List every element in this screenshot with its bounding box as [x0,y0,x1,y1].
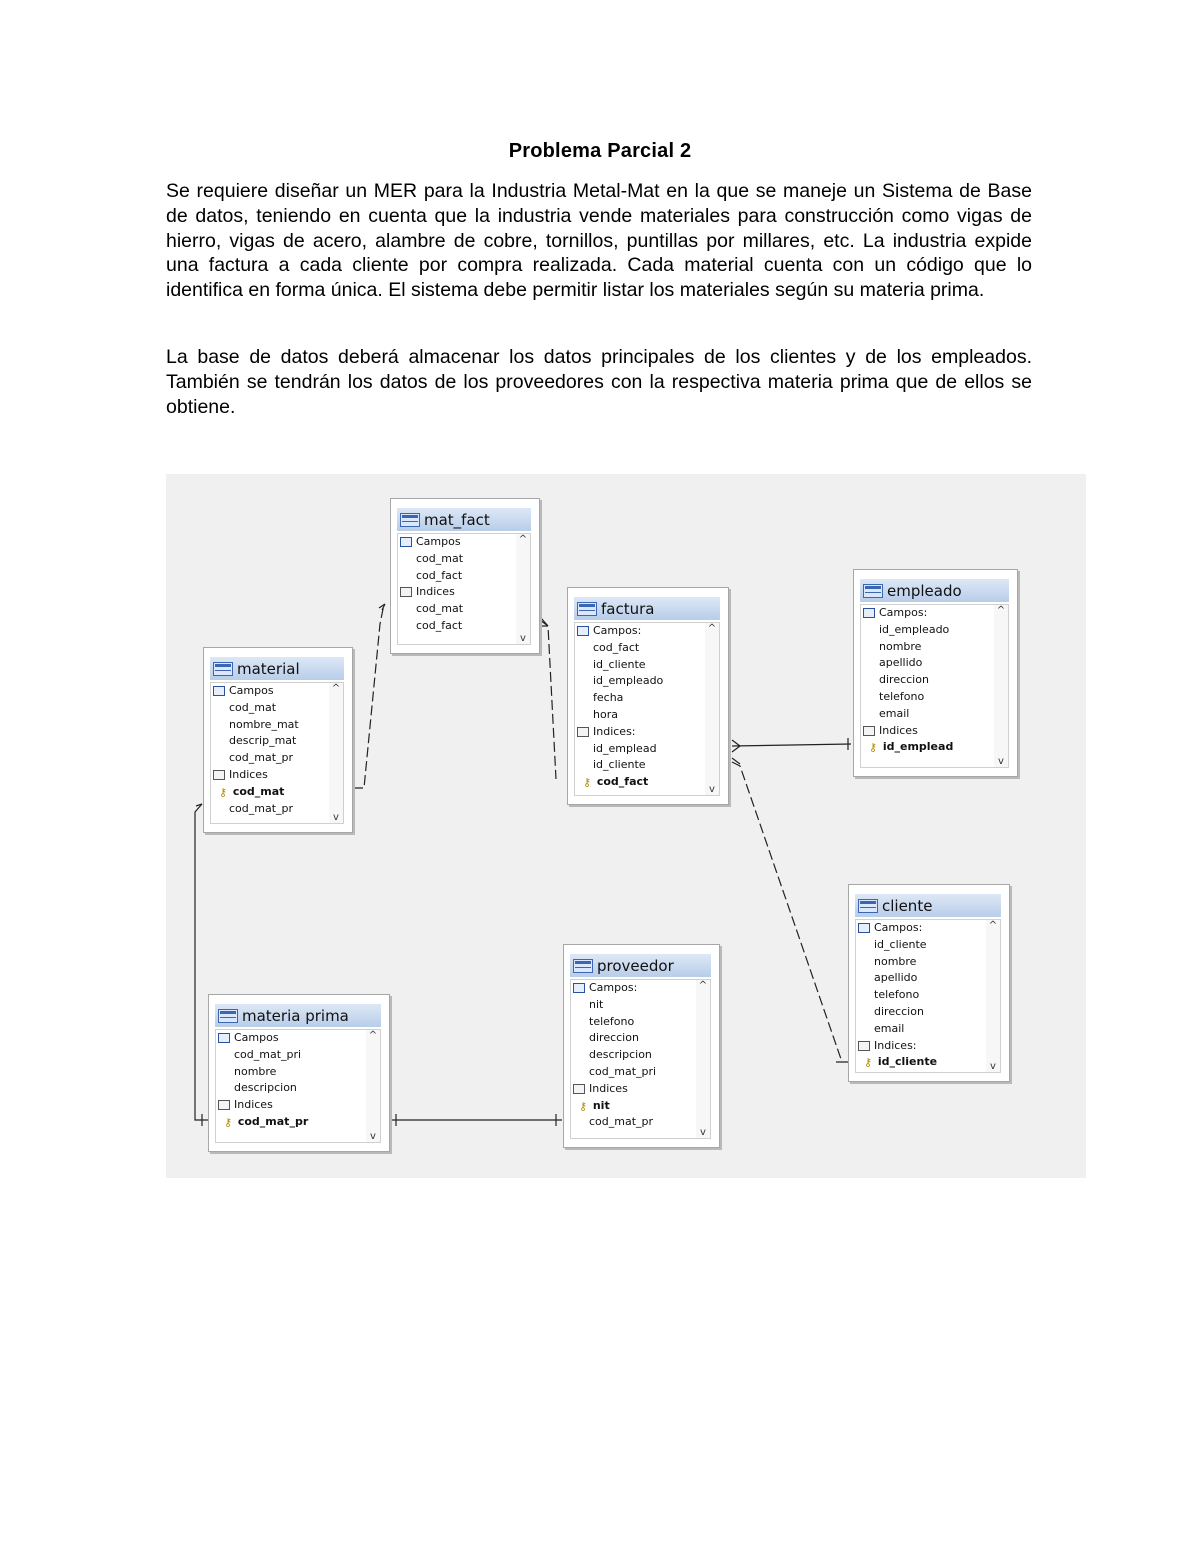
link-mat-fact-factura [540,620,556,779]
table-cliente[interactable] [848,884,1010,1082]
table-header[interactable] [860,579,1009,602]
table-icon [400,513,420,527]
field-row[interactable]: hora [593,707,618,721]
index-row[interactable]: id_emplead [593,741,657,755]
field-row[interactable]: email [874,1021,905,1035]
index-icon [218,1100,230,1110]
field-row[interactable]: cod_mat_pri [234,1047,302,1061]
campos-section: Campos: [861,605,1008,622]
field-row[interactable]: cod_mat_pr [229,751,294,765]
link-material-mat-fact [353,604,384,788]
field-row[interactable]: email [879,706,910,720]
field-row[interactable]: telefono [874,988,920,1002]
scroll-up-icon[interactable]: ^ [988,920,998,931]
table-title: proveedor [597,956,674,975]
key-icon: ⚷ [583,776,592,790]
field-row[interactable]: descrip_mat [229,734,297,748]
field-row[interactable]: id_empleado [593,674,664,688]
index-icon [573,1084,585,1094]
table-title: material [237,659,300,678]
er-diagram [166,474,1086,1178]
primary-key-row[interactable]: ⚷ cod_mat [211,784,343,801]
field-row[interactable]: id_cliente [593,657,646,671]
index-row[interactable]: cod_mat [416,602,464,616]
scroll-down-icon[interactable]: v [998,756,1004,767]
table-header[interactable] [570,954,711,977]
index-icon [858,1041,870,1051]
indices-section: Indices [216,1097,380,1114]
key-icon: ⚷ [864,1056,873,1070]
table-materia-prima[interactable] [208,994,390,1152]
table-header[interactable] [215,1004,381,1027]
field-row[interactable]: nombre_mat [229,717,299,731]
key-icon: ⚷ [869,741,878,755]
field-row[interactable]: direccion [589,1031,639,1045]
index-row[interactable]: cod_fact [416,618,463,632]
indices-section: Indices: [856,1038,1000,1055]
field-row[interactable]: apellido [879,656,923,670]
table-header[interactable] [397,508,531,531]
index-icon [577,727,589,737]
table-mat-fact[interactable] [390,498,540,654]
scroll-down-icon[interactable]: v [709,784,715,795]
table-factura[interactable] [567,587,729,805]
page-title: Problema Parcial 2 [508,140,692,162]
scroll-up-icon[interactable]: ^ [518,534,528,545]
field-row[interactable]: nit [589,997,604,1011]
problem-paragraph-2: La base de datos deberá almacenar los datos principales de los clientes y de los empleados. También se tendrán los datos de los proveedores con la respectiva materia prima que de ellos se obtiene. [166,346,1032,418]
field-row[interactable]: apellido [874,971,918,985]
campos-section: Campos [211,683,343,700]
field-list[interactable] [860,604,1009,768]
indices-section: Indices [571,1081,710,1098]
fields-icon [218,1033,230,1043]
table-icon [577,602,597,616]
scrollbar[interactable] [366,1030,380,1142]
scroll-down-icon[interactable]: v [333,812,339,823]
campos-section: Campos: [571,980,710,997]
field-row[interactable]: cod_fact [416,568,463,582]
link-factura-cliente [732,762,842,1062]
key-icon: ⚷ [224,1115,233,1129]
table-icon [218,1009,238,1023]
field-row[interactable]: telefono [589,1014,635,1028]
index-icon [400,587,412,597]
scroll-up-icon[interactable]: ^ [368,1030,378,1041]
primary-key-row[interactable]: ⚷ cod_mat_pr [216,1114,380,1131]
scrollbar[interactable] [696,980,710,1138]
fields-icon [400,537,412,547]
fields-icon [858,923,870,933]
index-row[interactable]: cod_mat_pr [589,1115,654,1129]
field-row[interactable]: cod_mat [229,700,277,714]
link-material-materia-prima-cap [196,804,202,1126]
table-title: factura [601,599,655,618]
fields-icon [863,608,875,618]
field-row[interactable]: fecha [593,691,624,705]
scroll-down-icon[interactable]: v [520,633,526,644]
index-icon [863,726,875,736]
scroll-up-icon[interactable]: ^ [698,980,708,991]
primary-key-row[interactable]: ⚷ cod_fact [575,774,719,791]
indices-section: Indices [211,767,343,784]
scroll-up-icon[interactable]: ^ [707,623,717,634]
scroll-down-icon[interactable]: v [990,1061,996,1072]
field-row[interactable]: nombre [874,954,917,968]
table-icon [573,959,593,973]
field-list[interactable] [215,1029,381,1143]
campos-section: Campos [216,1030,380,1047]
field-row[interactable]: cod_mat_pri [589,1064,657,1078]
field-list[interactable] [855,919,1001,1073]
table-title: cliente [882,896,933,915]
scroll-up-icon[interactable]: ^ [996,605,1006,616]
field-list[interactable] [570,979,711,1139]
problem-paragraph-1: Se requiere diseñar un MER para la Industria Metal-Mat en la que se maneje un Sistema de Base de datos, teniendo en cuenta que la industria vende materiales para construcción como vigas de hierro, vigas de acero, alambre de cobre, tornillos, puntillas por millares, etc. La industria expide una factura a cada cliente por compra realizada. Cada material cuenta con un código que lo identifica en forma única. El sistema debe permitir listar los materiales según su materia prima. [166,180,1032,302]
scroll-up-icon[interactable]: ^ [331,683,341,694]
key-icon: ⚷ [219,785,228,799]
field-row[interactable]: id_cliente [874,937,927,951]
scroll-down-icon[interactable]: v [700,1127,706,1138]
primary-key-row[interactable]: ⚷ id_emplead [861,739,1008,756]
indices-section: Indices: [575,724,719,741]
key-icon: ⚷ [579,1099,588,1113]
campos-section: Campos [398,534,530,551]
field-list[interactable] [574,622,720,796]
field-row[interactable]: cod_mat [416,551,464,565]
table-header[interactable] [574,597,720,620]
field-row[interactable]: telefono [879,689,925,703]
field-row[interactable]: direccion [874,1004,924,1018]
table-title: mat_fact [424,510,490,529]
table-icon [863,584,883,598]
scrollbar[interactable] [986,920,1000,1072]
field-row[interactable]: descripcion [234,1081,297,1095]
campos-section: Campos: [856,920,1000,937]
table-title: materia prima [242,1006,349,1025]
link-material-materia-prima [195,804,208,1120]
field-row[interactable]: id_empleado [879,622,950,636]
indices-section: Indices [861,723,1008,740]
primary-key-row[interactable]: ⚷ nit [571,1098,710,1115]
table-material[interactable] [203,647,353,833]
fields-icon [213,686,225,696]
table-header[interactable] [210,657,344,680]
table-header[interactable] [855,894,1001,917]
scrollbar[interactable] [994,605,1008,767]
link-material-mat-fact-end [379,604,385,610]
scrollbar[interactable] [516,534,530,644]
table-icon [213,662,233,676]
primary-key-row[interactable]: ⚷ id_cliente [856,1054,1000,1071]
index-row[interactable]: id_cliente [593,758,646,772]
scrollbar[interactable] [329,683,343,823]
indices-section: Indices [398,584,530,601]
campos-section: Campos: [575,623,719,640]
field-row[interactable]: nombre [234,1064,277,1078]
table-icon [858,899,878,913]
link-factura-empleado [732,744,851,746]
scrollbar[interactable] [705,623,719,795]
scroll-down-icon[interactable]: v [370,1131,376,1142]
field-row[interactable]: nombre [879,639,922,653]
index-row[interactable]: cod_mat_pr [229,801,294,815]
field-list[interactable] [397,533,531,645]
field-row[interactable]: descripcion [589,1048,652,1062]
field-row[interactable]: direccion [879,673,929,687]
index-icon [213,770,225,780]
table-empleado[interactable] [853,569,1018,777]
table-proveedor[interactable] [563,944,720,1148]
fields-icon [573,983,585,993]
fields-icon [577,626,589,636]
field-row[interactable]: cod_fact [593,640,640,654]
table-title: empleado [887,581,962,600]
field-list[interactable] [210,682,344,824]
